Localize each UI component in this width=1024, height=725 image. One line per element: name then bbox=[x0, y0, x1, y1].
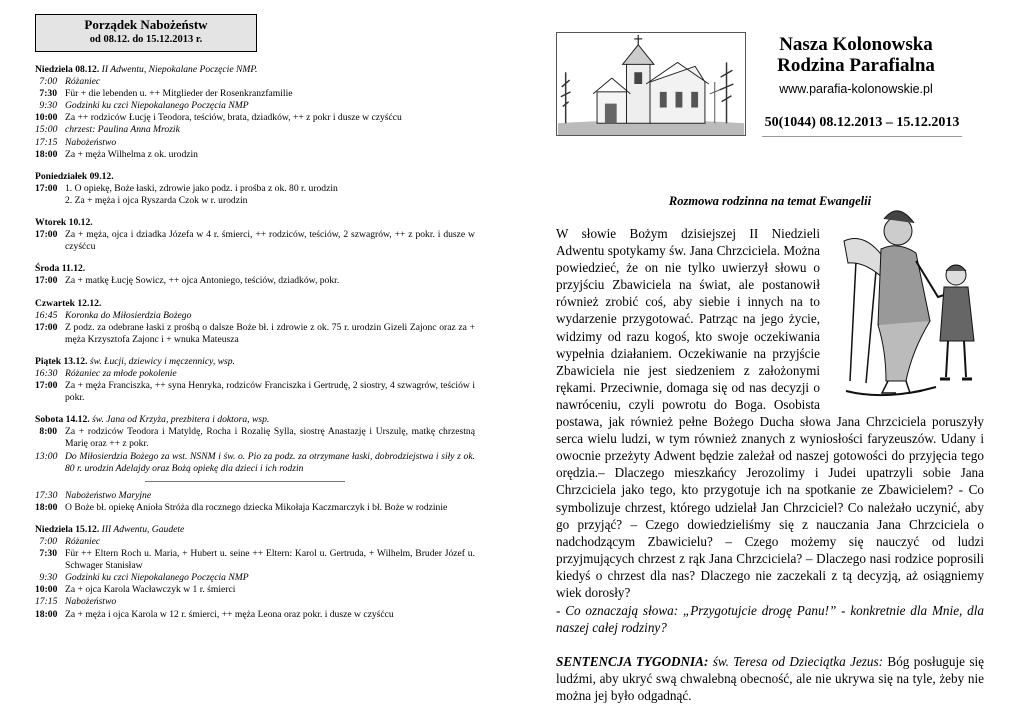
entry-time: 10:00 bbox=[35, 112, 58, 124]
masthead bbox=[556, 22, 984, 140]
article-body bbox=[556, 225, 984, 705]
entry-time: 16:45 bbox=[35, 309, 58, 321]
entry-time: 8:00 bbox=[39, 426, 57, 438]
entry-time: 7:30 bbox=[39, 88, 57, 100]
schedule-entry bbox=[35, 502, 475, 514]
entry-intention: 1. O opiekę, Boże łaski, zdrowie jako podz. i prośba z ok. 80 r. urodzin bbox=[65, 182, 338, 194]
entry-intention: chrzest: Paulina Anna Mrozik bbox=[65, 124, 180, 136]
schedule-entry bbox=[35, 100, 475, 112]
entry-intention: Nabożeństwo bbox=[65, 596, 117, 608]
entry-time: 10:00 bbox=[35, 584, 58, 596]
entry-intention: Różaniec bbox=[65, 76, 101, 88]
sentence-text: Bóg posługuje się ludźmi, aby ukryć swą chwalebną obecność, ale nie ukrywa się na tyle, żeby nie można jej było odgadnąć. bbox=[556, 654, 985, 704]
schedule-entry bbox=[35, 548, 475, 572]
entry-time bbox=[35, 195, 65, 207]
entry-intention: Koronka do Miłosierdzia Bożego bbox=[65, 309, 192, 321]
schedule-day-heading bbox=[35, 414, 475, 426]
schedule-column bbox=[35, 14, 475, 621]
entry-intention: Nabożeństwo bbox=[65, 136, 117, 148]
schedule-entry bbox=[35, 322, 475, 346]
schedule-entry bbox=[35, 149, 475, 161]
schedule-entry bbox=[35, 124, 475, 136]
day-name: Piątek 13.12. bbox=[35, 355, 88, 367]
entry-time: 9:30 bbox=[39, 100, 57, 112]
schedule-entry bbox=[35, 76, 475, 88]
entry-intention: Za ++ rodziców Łucję i Teodora, teściów, brata, dziadków, ++ z pokr i dusze w czyśćcu bbox=[65, 112, 402, 124]
schedule-entry bbox=[35, 584, 475, 596]
day-name: Niedziela 08.12. bbox=[35, 64, 100, 75]
day-name: Czwartek 12.12. bbox=[35, 297, 102, 309]
entry-time: 17:00 bbox=[35, 182, 58, 194]
schedule-period: od 08.12. do 15.12.2013 r. bbox=[89, 34, 203, 45]
article-paragraph: W słowie Bożym dzisiejszej II Niedzieli Adwentu spotykamy św. Jana Chrzciciela. Można powiedzieć, że on nie tylko uwierzył słowu o przyjściu Zbawiciela na świat, ale postanowił również zrobić coś, aby siebie i innych na to wydarzenie przygotować. Patrząc na jego życie, widzimy od razu kogoś, kto swoje oczekiwania wypełnia działaniem. Oczekiwanie na przyjście Zbawiciela nie jest siedzeniem z założonymi rękami. Przeciwnie, domaga się od nas decyzji o nawróceniu, czyli powrotu do Boga. Osobista postawa, jak również pełne Bożego Ducha słowa Jana Chrzciciela poruszyły serca wielu ludzi, w tym również znanych z wyniosłości faryzeuszów. Udany i owocnie przeżyty Adwent będzie zależał od naszej gotowości do przyjęcia tego orędzia.– Dlaczego mieszkańcy Jerozolimy i Judei upatrzyli sobie Jana Chrzciciela jako tego, kto przygotuje ich na spotkanie ze Zbawicielem? - Co symbolizuje chrzest, którego udzielał Jan Chrzciciel? Co należało uczynić, aby go przyjąć? – Czego dowiedzieliśmy się z nauczania Jana Chrzciciela o nadchodzącym Zbawicielu? – Czego możemy się nauczyć od ludzi przyjmujących chrzest z rąk Jana Chrzciciela? – Dlaczego nasi rodzice poprosili kiedyś o chrzest dla nas? Dlaczego nie zaczekali z tą decyzją, aż osiągniemy wiek dorosły? bbox=[556, 226, 984, 600]
bulletin-column bbox=[556, 22, 984, 705]
entry-time: 7:00 bbox=[39, 536, 57, 547]
entry-intention: Różaniec bbox=[65, 536, 101, 547]
entry-intention: Godzinki ku czci Niepokalanego Poczęcia NMP bbox=[65, 100, 249, 112]
entry-intention: Za + matkę Łucję Sowicz, ++ ojca Antoniego, teściów, dziadków, pokr. bbox=[65, 275, 340, 287]
issue-number: 50(1044) 08.12.2013 – 15.12.2013 bbox=[764, 115, 960, 130]
schedule-day-heading bbox=[35, 524, 475, 536]
entry-intention: Za + rodziców Teodora i Matyldę, Rocha i Rozalię Sylla, siostrę Anastazję i Urszulę, matkę chrzestną Marię oraz ++ z pokr. bbox=[65, 426, 475, 450]
masthead-title-line1: Nasza Kolonowska bbox=[779, 34, 933, 55]
entry-intention: Z podz. za odebrane łaski z prośbą o dalsze Boże bł. i zdrowie z ok. 75 r. urodzin Gizeli Zajonc oraz za + męża Krzysztofa Zajonc i + wnuka Mateusza bbox=[65, 321, 475, 345]
schedule-entry bbox=[35, 490, 475, 502]
schedule-entry bbox=[35, 195, 475, 207]
day-liturgical-note: III Adwentu, Gaudete bbox=[101, 523, 185, 535]
schedule-entry bbox=[35, 137, 475, 149]
schedule-entry bbox=[35, 368, 475, 380]
entry-time: 18:00 bbox=[35, 608, 58, 620]
entry-time: 15:00 bbox=[35, 124, 58, 136]
entry-time: 9:30 bbox=[39, 572, 57, 584]
entry-time: 17:00 bbox=[35, 275, 58, 287]
parish-website-link[interactable]: www.parafia-kolonowskie.pl bbox=[779, 82, 933, 96]
entry-intention: Für ++ Eltern Roch u. Maria, + Hubert u. seine ++ Eltern: Karol u. Gertruda, + Wilhelm, Bruder Józef u. Schwager Stanisław bbox=[65, 548, 475, 572]
entry-intention: O Boże bł. opiekę Anioła Stróża dla rocznego dziecka Mikołaja Kaczmarczyk i bł. Boże w rodzinie bbox=[65, 501, 448, 513]
entry-time: 17:15 bbox=[35, 596, 58, 608]
article-question: - Co oznaczają słowa: „Przygotujcie drogę Panu!” - konkretnie dla Mnie, dla naszej całej rodziny? bbox=[556, 603, 984, 636]
entry-intention: Godzinki ku czci Niepokalanego Poczęcia NMP bbox=[65, 572, 249, 584]
schedule-day-heading bbox=[35, 356, 475, 368]
entry-intention: Za + męża, ojca i dziadka Józefa w 4 r. śmierci, ++ rodziców, teściów, 2 szwagrów, ++ z pokr. i dusze w czyśćcu bbox=[65, 229, 475, 253]
entry-time: 17:15 bbox=[35, 136, 58, 148]
schedule-entry bbox=[35, 310, 475, 322]
entry-intention: Za + ojca Karola Wacławczyk w 1 r. śmierci bbox=[65, 584, 236, 596]
schedule-day-heading bbox=[35, 171, 475, 183]
schedule-entry bbox=[35, 426, 475, 450]
schedule-day-heading bbox=[35, 263, 475, 275]
day-liturgical-note: św. Jana od Krzyża, prezbitera i doktora, wsp. bbox=[92, 414, 270, 426]
day-liturgical-note: św. Łucji, dziewicy i męczennicy, wsp. bbox=[89, 355, 235, 367]
entry-separator bbox=[145, 481, 345, 482]
schedule-day-heading bbox=[35, 64, 475, 76]
entry-intention: Do Miłosierdzia Bożego za wst. NSNM i św. o. Pio za podz. za otrzymane łaski, dobrodziejstwa i siły z ok. 80 r. urodzin Adelajdy oraz Bożą opiekę dla dzieci i ich rodzin bbox=[65, 450, 475, 474]
mother-and-child-illustration bbox=[826, 201, 984, 401]
schedule-list bbox=[35, 64, 475, 621]
entry-time: 18:00 bbox=[35, 148, 58, 160]
entry-intention: Für + die lebenden u. ++ Mitglieder der Rosenkranzfamilie bbox=[65, 88, 293, 100]
entry-intention: Za + męża Wilhelma z ok. urodzin bbox=[65, 148, 198, 160]
day-name: Sobota 14.12. bbox=[35, 414, 90, 426]
schedule-entry bbox=[35, 229, 475, 253]
schedule-entry bbox=[35, 275, 475, 287]
entry-intention: Nabożeństwo Maryjne bbox=[65, 489, 152, 501]
day-name: Wtorek 10.12. bbox=[35, 217, 93, 229]
sentence-author: św. Teresa od Dzieciątka Jezus: bbox=[712, 654, 884, 670]
entry-time: 17:00 bbox=[35, 321, 58, 333]
schedule-header-box bbox=[35, 14, 257, 52]
entry-intention: Różaniec za młode pokolenie bbox=[65, 367, 177, 379]
schedule-entry bbox=[35, 183, 475, 195]
schedule-title: Porządek Nabożeństw bbox=[84, 17, 208, 32]
schedule-entry bbox=[35, 572, 475, 584]
schedule-entry bbox=[35, 380, 475, 404]
masthead-title-line2: Rodzina Parafialna bbox=[777, 55, 935, 76]
entry-time: 16:30 bbox=[35, 367, 58, 379]
schedule-entry bbox=[35, 609, 475, 621]
schedule-day-heading bbox=[35, 298, 475, 310]
entry-time: 13:00 bbox=[35, 450, 58, 462]
church-illustration bbox=[556, 32, 746, 136]
sentence-label: SENTENCJA TYGODNIA: bbox=[556, 654, 709, 670]
schedule-day-heading bbox=[35, 217, 475, 229]
entry-time: 18:00 bbox=[35, 501, 58, 513]
entry-intention: Za + męża i ojca Karola w 12 r. śmierci, ++ męża Leona oraz pokr. i dusze w czyśćcu bbox=[65, 608, 394, 620]
entry-time: 7:00 bbox=[39, 76, 57, 88]
schedule-entry bbox=[35, 596, 475, 608]
masthead-divider bbox=[762, 136, 962, 137]
entry-intention: Za + męża Franciszka, ++ syna Henryka, rodziców Franciszka i Gertrudę, 2 siostry, 4 szwagrów, teściów i pokr. bbox=[65, 380, 475, 404]
entry-time: 7:30 bbox=[39, 548, 57, 560]
sentence-of-the-week bbox=[556, 653, 984, 704]
schedule-entry bbox=[35, 536, 475, 548]
schedule-entry bbox=[35, 451, 475, 475]
day-name: Środa 11.12. bbox=[35, 263, 86, 275]
day-name: Niedziela 15.12. bbox=[35, 523, 100, 535]
schedule-entry bbox=[35, 88, 475, 100]
entry-time: 17:30 bbox=[35, 489, 58, 501]
entry-time: 17:00 bbox=[35, 229, 58, 241]
day-liturgical-note: II Adwentu, Niepokalane Poczęcie NMP. bbox=[101, 64, 258, 75]
entry-time: 17:00 bbox=[35, 380, 58, 392]
entry-intention: 2. Za + męża i ojca Ryszarda Czok w r. urodzin bbox=[65, 194, 248, 206]
day-name: Poniedziałek 09.12. bbox=[35, 170, 114, 182]
masthead-title bbox=[756, 34, 956, 76]
article-title: Rozmowa rodzinna na temat Ewangelii bbox=[668, 194, 872, 208]
schedule-entry bbox=[35, 112, 475, 124]
